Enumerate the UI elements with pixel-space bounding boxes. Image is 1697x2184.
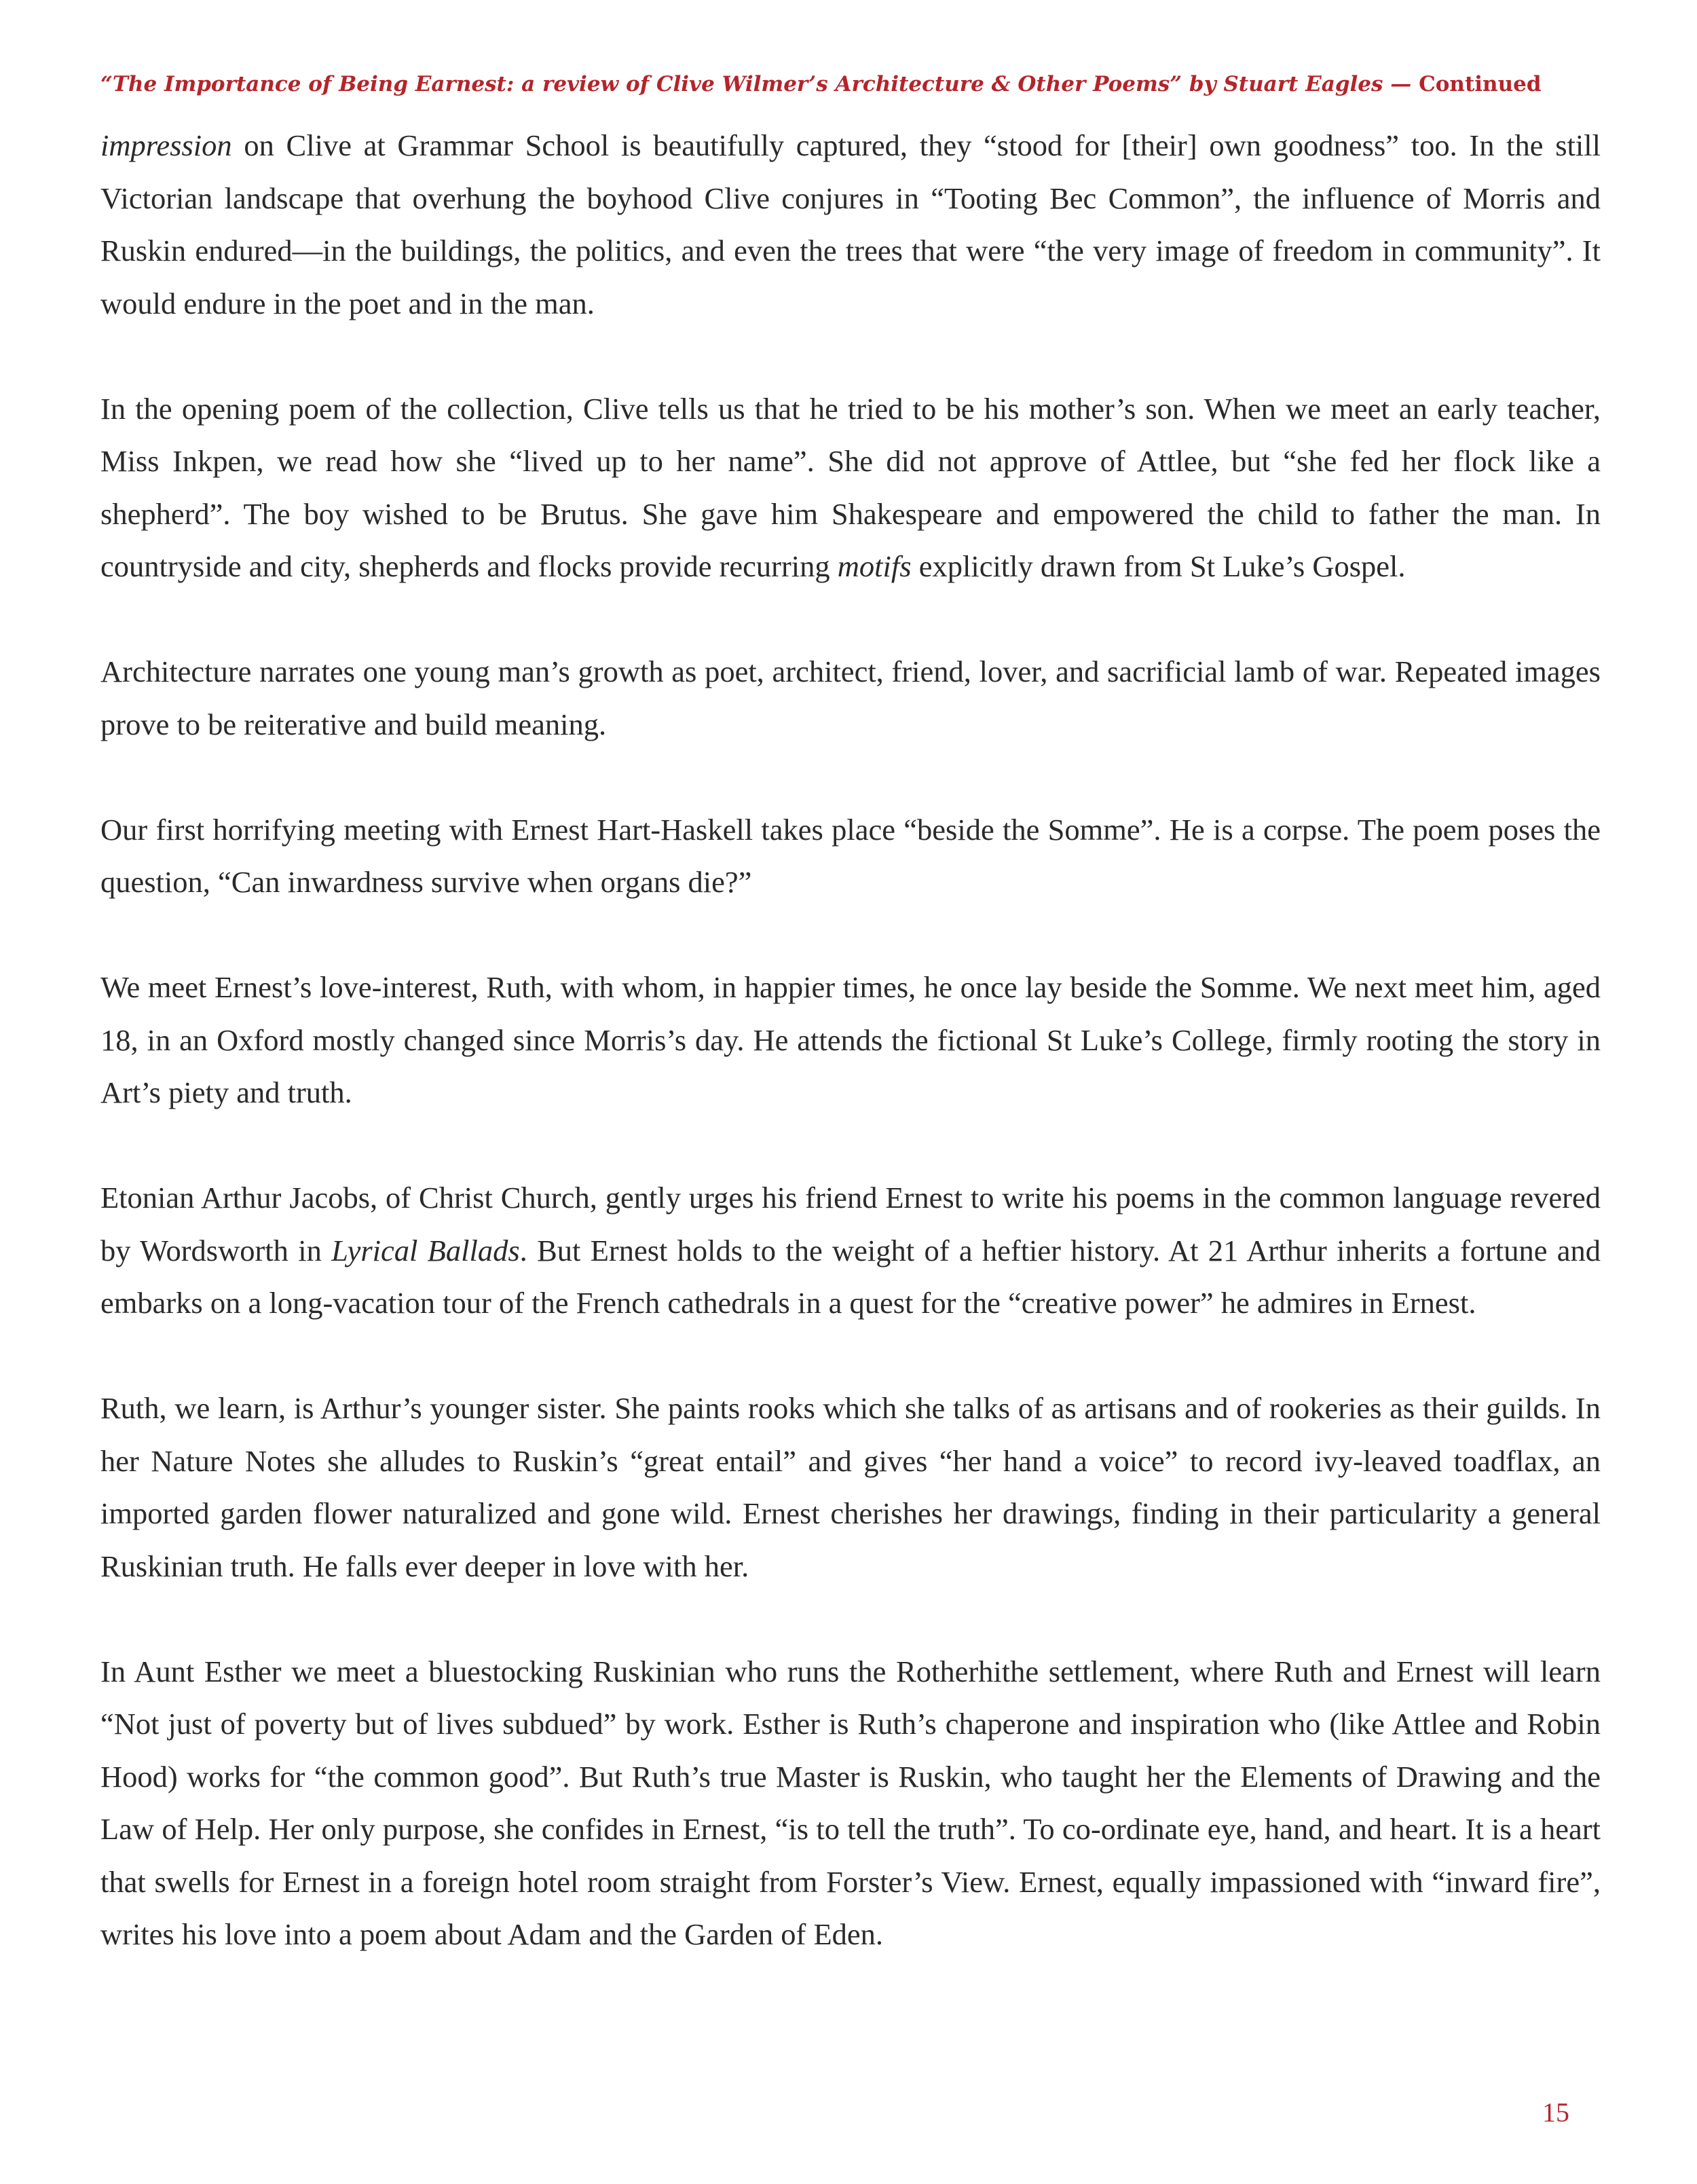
italic-text: impression (100, 128, 232, 162)
paragraph-text: We meet Ernest’s love-interest, Ruth, with whom, in happier times, he once lay beside the Somme. We next meet him, aged 18, in an Oxford mostly changed since Morris’s day. He attends the fictional St Luke’s College, firmly rooting the story in Art’s piety and truth. (100, 970, 1601, 1109)
header-continued: Continued (1419, 72, 1542, 96)
paragraph-text: Ruth, we learn, is Arthur’s younger sister. She paints rooks which she talks of as artisans and of rookeries as their guilds. In her Nature Notes she alludes to Ruskin’s “great entail” and gives “her hand a voice” to record ivy-leaved toadflax, an imported garden flower naturalized and gone wild. Ernest cherishes her drawings, finding in their particularity a general Ruskinian truth. He falls ever deeper in love with her. (100, 1391, 1601, 1583)
paragraph-text: on Clive at Grammar School is beautifully captured, they “stood for [their] own goodness” too. In the still Victorian landscape that overhung the boyhood Clive conjures in “Tooting Bec Common”, the influence of Morris and Ruskin endured—in the buildings, the politics, and even the trees that were “the very image of freedom in community”. It would endure in the poet and in the man. (100, 128, 1601, 320)
page-number: 15 (1542, 2097, 1569, 2128)
paragraph-text: Our first horrifying meeting with Ernest Hart-Haskell takes place “beside the Somme”. He is a corpse. The poem poses the question, “Can inwardness survive when organs die?” (100, 812, 1601, 899)
paragraph-text: . But Ernest holds to the weight of a heftier history. At 21 Arthur inherits a fortune and embarks on a long-vacation tour of the French cathedrals in a quest for the “creative power” he admires in Ernest. (100, 1233, 1601, 1320)
body-paragraph (100, 961, 1601, 1119)
body-paragraph (100, 119, 1601, 330)
running-header (100, 68, 1601, 100)
paragraph-text: Architecture narrates one young man’s growth as poet, architect, friend, lover, and sacrificial lamb of war. Repeated images prove to be reiterative and build meaning. (100, 654, 1601, 741)
body-paragraph (100, 383, 1601, 593)
body-paragraph (100, 646, 1601, 751)
paragraph-text: In the opening poem of the collection, Clive tells us that he tried to be his mother’s son. When we meet an early teacher, Miss Inkpen, we read how she “lived up to her name”. She did not approve of Attlee, but “she fed her flock like a shepherd”. The boy wished to be Brutus. She gave him Shakespeare and empowered the child to father the man. In countryside and city, shepherds and flocks provide recurring (100, 391, 1601, 583)
italic-text: Lyrical Ballads (331, 1233, 520, 1267)
body-paragraph (100, 1172, 1601, 1330)
italic-text: motifs (837, 549, 912, 583)
body-paragraph (100, 1382, 1601, 1593)
article-body (100, 119, 1601, 1961)
header-title: “The Importance of Being Earnest: a review of Clive Wilmer’s Architecture & Other Poems” by Stuart Eagles — (100, 72, 1419, 96)
body-paragraph (100, 804, 1601, 909)
paragraph-text: explicitly drawn from St Luke’s Gospel. (911, 549, 1406, 583)
paragraph-text: In Aunt Esther we meet a bluestocking Ruskinian who runs the Rotherhithe settlement, where Ruth and Ernest will learn “Not just of poverty but of lives subdued” by work. Esther is Ruth’s chaperone and inspiration who (like Attlee and Robin Hood) works for “the common good”. But Ruth’s true Master is Ruskin, who taught her the Elements of Drawing and the Law of Help. Her only purpose, she confides in Ernest, “is to tell the truth”. To co-ordinate eye, hand, and heart. It is a heart that swells for Ernest in a foreign hotel room straight from Forster’s View. Ernest, equally impassioned with “inward fire”, writes his love into a poem about Adam and the Garden of Eden. (100, 1654, 1601, 1951)
paragraph-text: Etonian Arthur Jacobs, of Christ Church, gently urges his friend Ernest to write his poems in the common language revered by Wordsworth in (100, 1181, 1601, 1267)
body-paragraph (100, 1646, 1601, 1961)
